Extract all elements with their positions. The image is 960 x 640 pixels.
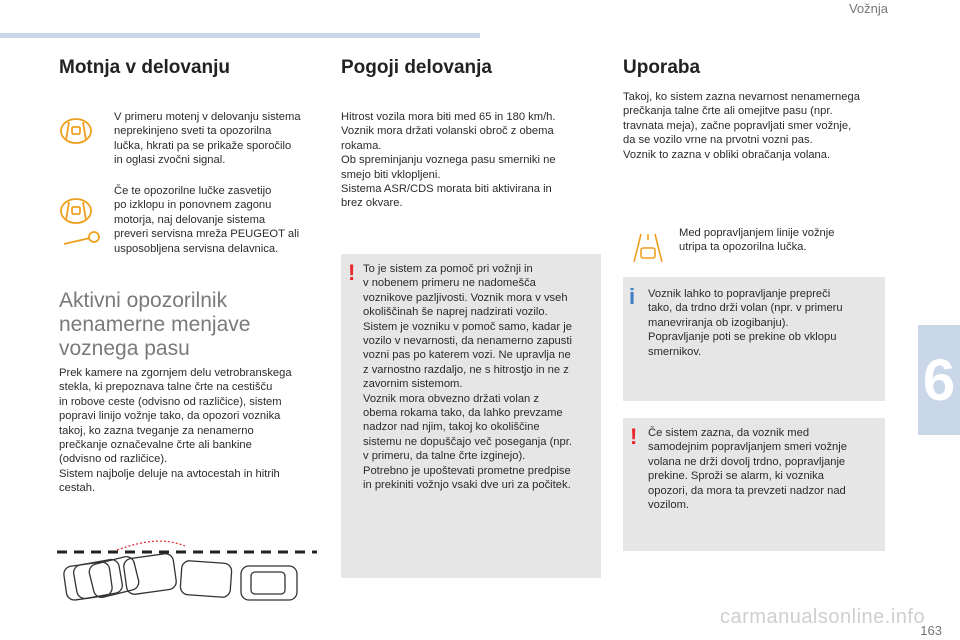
info-icon: i: [629, 284, 636, 309]
lane-warning-icon: [58, 116, 94, 146]
wrench-icon: [60, 230, 104, 248]
col3-title: Uporaba: [623, 57, 701, 78]
col3-info-text: Voznik lahko to popravljanje prepreči tako, da trdno drži volan (npr. v primeru manevriranja ob izogibanju). Popravljanje poti se prekine ob vklopu smernikov.: [648, 288, 843, 358]
warning-icon: !: [348, 260, 356, 285]
chapter-tab: [918, 325, 960, 435]
page-number: 163: [920, 623, 942, 638]
col1-item2-text: Če te opozorilne lučke zasvetijo po izklopu in ponovnem zagonu motorja, naj delovanje sistema preveri servisna mreža PEUGEOT ali usposobljena servisna delavnica.: [114, 185, 300, 255]
col3-info-box: [623, 277, 885, 401]
col3-warning-text: Če sistem zazna, da voznik med samodejnim popravljanjem smeri vožnje volana ne drži dovolj trdno, popravljanje prekine. Sproži se alarm, ki voznika opozori, da mora ta prevzeti nadzor nad vozilom.: [648, 427, 847, 512]
col2-body-text: Hitrost vozila mora biti med 65 in 180 km/h. Voznik mora držati volanski obroč z obema rokama. Ob spreminjanju voznega pasu smerniki ne smejo biti vklopljeni. Sistema ASR/CDS morata biti aktivirana in brez okvare.: [341, 111, 556, 210]
col1-subheading: Aktivni opozorilnik nenamerne menjave voznega pasu: [59, 289, 251, 360]
col3-icon-text: Med popravljanjem linije vožnje utripa ta opozorilna lučka.: [679, 227, 835, 254]
col2-title: Pogoji delovanja: [341, 57, 492, 78]
watermark: carmanualsonline.info: [720, 606, 926, 628]
lane-correction-illustration: [55, 534, 325, 604]
header-bar: [0, 33, 480, 38]
col2-warning-box: [341, 254, 601, 578]
warning-icon-2: !: [630, 424, 638, 449]
chapter-number: 6: [922, 347, 956, 413]
col3-warning-box: [623, 418, 885, 551]
col2-warning-text: To je sistem za pomoč pri vožnji in v nobenem primeru ne nadomešča voznikove pazljivosti. Voznik mora v vseh okoliščinah še naprej nadzirati vozilo. Sistem je vozniku v pomoč samo, kadar je vozilo v nevarnosti, da nenamerno zapusti vozni pas po katerem vozi. Ne upravlja ne z varnostno razdaljo, ne s hitrostjo in ne z zavornim sistemom. Voznik mora obvezno držati volan z obema rokama tako, da lahko prevzame nadzor nad njim, takoj ko okoliščine sistemu ne dopuščajo več poseganja (npr. v primeru, da talne črte izginejo). Potrebno je upoštevati prometne predpise in prekiniti vožnjo vsaki dve uri za počitek.: [363, 263, 572, 492]
col1-item1-text: V primeru motenj v delovanju sistema neprekinjeno sveti ta opozorilna lučka, hkrati pa se prikaže sporočilo in oglasi zvočni signal.: [114, 111, 301, 167]
section-title: Vožnja: [848, 1, 888, 16]
col1-body-text: Prek kamere na zgornjem delu vetrobranskega stekla, ki prepoznava talne črte na cestišču in robove ceste (odvisno od različice), sistem popravi linijo vožnje tako, da opozori voznika takoj, ko zazna tveganje za nenamerno prečkanje označevalne črte ali bankine (odvisno od različice). Sistem najbolje deluje na avtocestah in hitrih cestah.: [59, 367, 292, 495]
col3-body-text: Takoj, ko sistem zazna nevarnost nenamernega prečkanja talne črte ali omejitve pasu (npr. travnata meja), začne popravljati smer vožnje, da se vozilo vrne na prvotni vozni pas. Voznik to zazna v obliki obračanja volana.: [623, 91, 860, 161]
col1-title: Motnja v delovanju: [59, 57, 231, 78]
lane-warning-icon-2: [58, 196, 94, 226]
lane-assist-flash-icon: [628, 232, 668, 264]
